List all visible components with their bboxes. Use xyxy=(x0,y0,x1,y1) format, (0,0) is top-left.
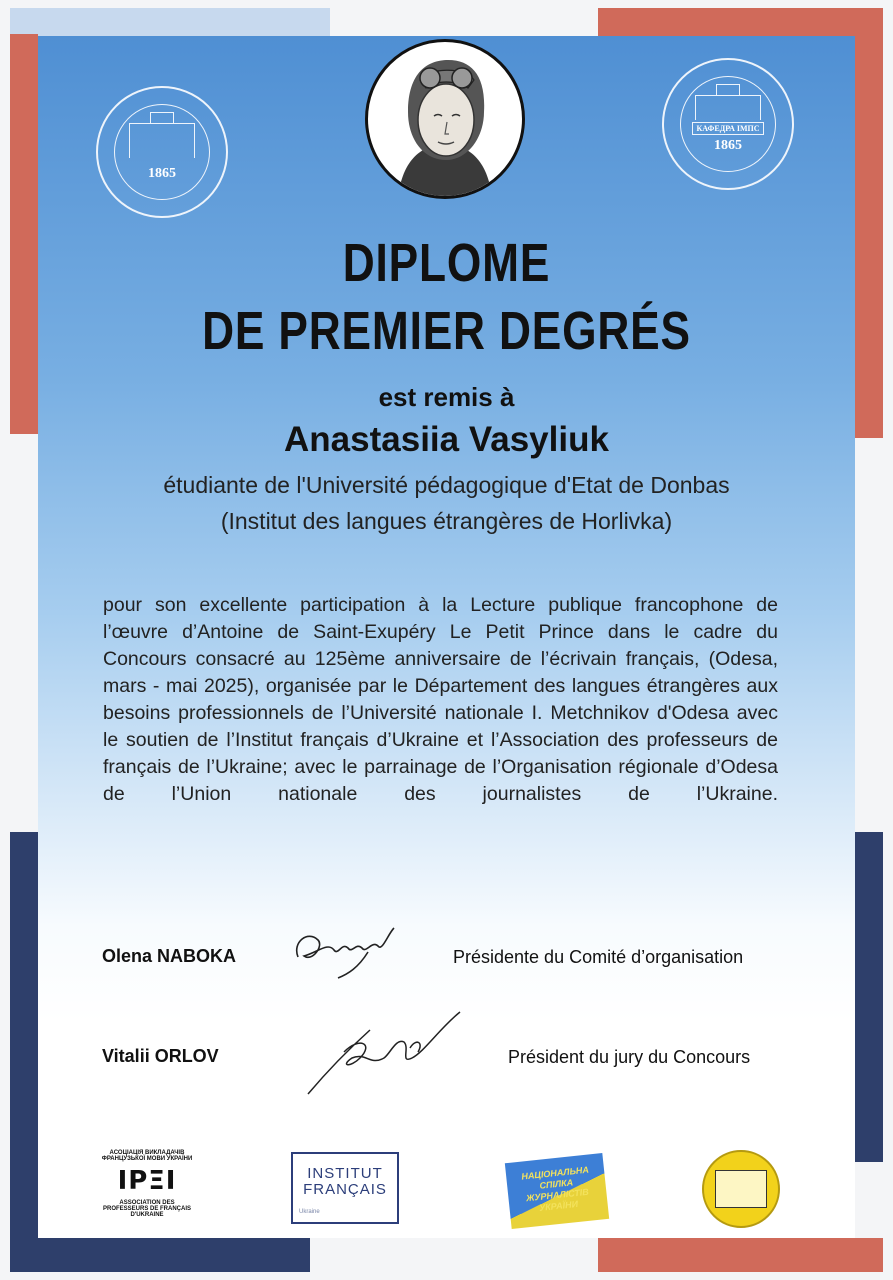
building-icon xyxy=(715,1170,767,1208)
institut-francais-logo xyxy=(291,1152,399,1224)
signatory-role-2: Président du jury du Concours xyxy=(508,1047,751,1067)
university-yellow-seal-logo xyxy=(702,1150,780,1228)
corner-band-left-red xyxy=(10,34,38,434)
corner-band-top-left xyxy=(10,8,330,36)
signatory-name-2: Vitalii ORLOV xyxy=(102,1046,219,1066)
ipfu-logo-top-text: АСОЦІАЦІЯ ВИКЛАДАЧІВ ФРАНЦУЗЬКОЇ МОВИ УКРАЇНИ xyxy=(101,1150,193,1162)
institut-logo-line-2: FRANÇAIS xyxy=(303,1181,387,1198)
university-seal-left xyxy=(96,86,228,218)
corner-band-bottom-left xyxy=(10,1238,310,1272)
affiliation-line-1: étudiante de l'Université pédagogique d'Etat de Donbas xyxy=(163,472,730,498)
corner-band-left-blue xyxy=(10,832,38,1272)
signatory-name-1: Olena NABOKA xyxy=(102,946,237,966)
ipfu-logo-bottom-text: ASSOCIATION DES PROFESSEURS DE FRANÇAIS D'UKRAINE xyxy=(102,1200,191,1218)
institut-logo-country: Ukraine xyxy=(299,1209,320,1215)
ipfu-association-logo xyxy=(98,1150,196,1230)
diploma-degree: DE PREMIER DEGRÉS xyxy=(202,301,691,361)
university-seal-right xyxy=(662,58,794,190)
signature-2 xyxy=(300,1008,470,1098)
seal-department: КАФЕДРА ІМПС xyxy=(692,122,763,135)
corner-band-bottom-right xyxy=(598,1238,883,1272)
corner-band-right-red xyxy=(855,8,883,438)
seal-year: 1865 xyxy=(714,137,742,153)
journalists-logo-text: НАЦІОНАЛЬНА СПІЛКА ЖУРНАЛІСТІВ УКРАЇНИ xyxy=(520,1164,590,1213)
building-icon xyxy=(695,95,761,120)
ipfu-logo-mark: ΙΡΞΙ xyxy=(117,1166,177,1196)
diploma-title: DIPLOME xyxy=(342,233,551,293)
aviator-portrait-icon xyxy=(368,42,522,196)
recipient-name: Anastasiia Vasyliuk xyxy=(284,420,609,459)
signatory-role-1: Présidente du Comité d’organisation xyxy=(453,947,744,967)
portrait-image xyxy=(365,39,525,199)
corner-band-top-right xyxy=(598,8,882,36)
corner-band-right-blue xyxy=(855,832,883,1162)
seal-year: 1865 xyxy=(148,165,176,181)
signature-1 xyxy=(288,912,408,982)
citation-text: pour son excellente participation à la Lecture publique francophone de l’œuvre d’Antoine de Saint-Exupéry Le Petit Prince dans le cadre du Concours consacré au 125ème anniversaire de l’écrivain français, (Odesa, mars - mai 2025), organisée par le Département des langues étrangères aux besoins professionnels de l’Université nationale I. Metchnikov d'Odesa avec le soutien de l’Institut français d’Ukraine et l’Association des professeurs de français de l’Ukraine; avec le parrainage de l’Organisation régionale d’Odesa de l’Union nationale des journalistes de l’Ukraine. xyxy=(103,594,778,805)
institut-logo-line-1: INSTITUT xyxy=(307,1165,383,1182)
affiliation-line-2: (Institut des langues étrangères de Horlivka) xyxy=(220,508,673,534)
journalists-union-flag-logo xyxy=(505,1153,609,1229)
awarded-to-label: est remis à xyxy=(378,382,515,412)
building-icon xyxy=(129,123,195,158)
